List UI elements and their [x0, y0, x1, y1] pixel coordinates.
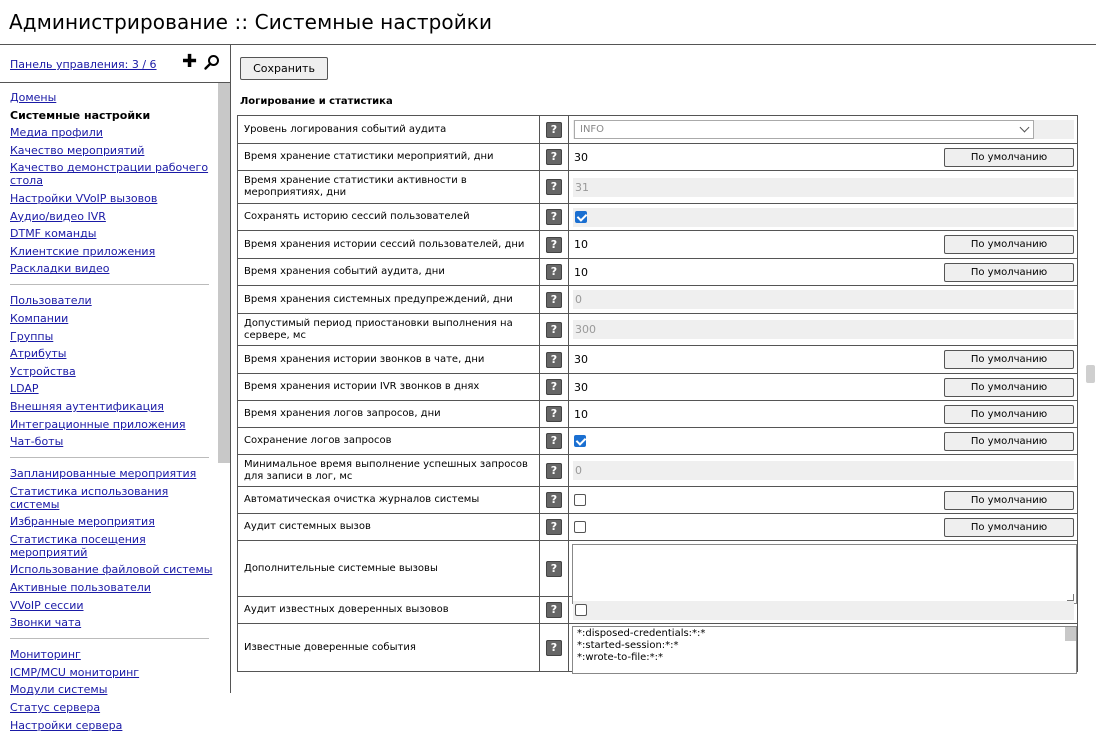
- sidebar-item[interactable]: Медиа профили: [10, 126, 103, 140]
- setting-input[interactable]: [573, 320, 1074, 339]
- help-cell: [540, 314, 569, 345]
- help-cell: [540, 286, 569, 313]
- log-level-select[interactable]: [574, 120, 1034, 139]
- setting-label: Дополнительные системные вызовы: [238, 541, 540, 596]
- sidebar-item[interactable]: Раскладки видео: [10, 262, 110, 276]
- setting-input-value: 31: [575, 180, 589, 194]
- setting-value-cell: [569, 541, 1077, 596]
- help-icon[interactable]: ?: [546, 209, 562, 225]
- sidebar-separator: [10, 284, 209, 285]
- setting-value-cell: [569, 597, 1077, 623]
- help-icon[interactable]: ?: [546, 492, 562, 508]
- sidebar-item[interactable]: DTMF команды: [10, 227, 97, 241]
- setting-row: [238, 314, 1077, 346]
- setting-row: [238, 374, 1077, 401]
- setting-row: [238, 487, 1077, 514]
- sidebar-item[interactable]: Интеграционные приложения: [10, 417, 186, 431]
- help-cell: [540, 597, 569, 623]
- help-cell: [540, 144, 569, 170]
- sidebar-item[interactable]: Модули системы: [10, 683, 108, 697]
- setting-row: [238, 624, 1077, 672]
- setting-row: [238, 514, 1077, 541]
- setting-checkbox-wrapper: [573, 601, 1074, 620]
- setting-row: [238, 204, 1077, 231]
- sidebar-item[interactable]: Статистика использования системы: [10, 484, 169, 511]
- default-button[interactable]: По умолчанию: [944, 148, 1074, 167]
- setting-input-value: 10: [574, 238, 588, 251]
- setting-checkbox[interactable]: [574, 435, 586, 447]
- help-icon[interactable]: ?: [546, 561, 562, 577]
- sidebar-item[interactable]: Качество демонстрации рабочего стола: [10, 161, 209, 188]
- setting-value-cell: [569, 428, 1077, 454]
- setting-value-cell: [569, 624, 1077, 671]
- default-button[interactable]: По умолчанию: [944, 350, 1074, 369]
- save-button[interactable]: Сохранить: [240, 57, 328, 80]
- setting-checkbox[interactable]: [574, 494, 586, 506]
- sidebar-item[interactable]: Статистика посещения мероприятий: [10, 532, 146, 559]
- help-icon[interactable]: ?: [546, 463, 562, 479]
- sidebar-nav: [10, 91, 213, 736]
- default-button[interactable]: По умолчанию: [944, 405, 1074, 424]
- setting-label: Время хранения истории IVR звонков в днях: [238, 374, 540, 400]
- section-title: Логирование и статистика: [240, 96, 393, 107]
- help-icon[interactable]: ?: [546, 379, 562, 395]
- sidebar-item[interactable]: Клиентские приложения: [10, 244, 156, 258]
- help-icon[interactable]: ?: [546, 519, 562, 535]
- sidebar-divider: [0, 82, 231, 83]
- help-icon[interactable]: ?: [546, 292, 562, 308]
- setting-label: Известные доверенные события: [238, 624, 540, 671]
- sidebar-item[interactable]: Запланированные мероприятия: [10, 467, 197, 481]
- setting-input-value: 30: [574, 380, 588, 394]
- trusted-events-list[interactable]: [572, 626, 1077, 674]
- sidebar-item[interactable]: Атрибуты: [10, 347, 67, 361]
- help-icon[interactable]: ?: [546, 640, 562, 656]
- setting-value-cell: [569, 346, 1077, 373]
- plus-icon[interactable]: ✚: [182, 51, 198, 72]
- setting-input-value: 300: [575, 323, 596, 336]
- help-icon[interactable]: ?: [546, 179, 562, 195]
- setting-value-cell: [569, 314, 1077, 345]
- sidebar-item[interactable]: VVoIP сессии: [10, 598, 84, 612]
- list-item[interactable]: *:started-session:*:*: [577, 640, 679, 651]
- setting-input[interactable]: [573, 290, 1074, 309]
- help-icon[interactable]: ?: [546, 322, 562, 338]
- help-icon[interactable]: ?: [546, 237, 562, 253]
- setting-label: Время хранение статистики активности в мероприятиях, дни: [238, 171, 540, 203]
- help-cell: [540, 541, 569, 596]
- setting-label: Сохранение логов запросов: [238, 428, 540, 454]
- default-button[interactable]: По умолчанию: [944, 378, 1074, 397]
- setting-checkbox-wrapper: [573, 208, 1074, 227]
- sidebar-item[interactable]: Мониторинг: [10, 648, 81, 662]
- default-button[interactable]: По умолчанию: [944, 518, 1074, 537]
- sidebar-separator: [10, 638, 209, 639]
- default-button[interactable]: По умолчанию: [944, 263, 1074, 282]
- list-scrollbar[interactable]: [1065, 627, 1076, 641]
- setting-row: [238, 144, 1077, 171]
- setting-checkbox[interactable]: [575, 604, 587, 616]
- help-icon[interactable]: ?: [546, 264, 562, 280]
- help-icon[interactable]: ?: [546, 149, 562, 165]
- select-value: INFO: [580, 124, 605, 135]
- setting-label: Сохранять историю сессий пользователей: [238, 204, 540, 230]
- sidebar-item[interactable]: Чат-боты: [10, 435, 64, 449]
- setting-row: [238, 346, 1077, 374]
- setting-row: [238, 171, 1077, 204]
- setting-label: Время хранения логов запросов, дни: [238, 401, 540, 427]
- setting-label: Время хранение статистики мероприятий, дни: [238, 144, 540, 170]
- setting-value-cell: [569, 204, 1077, 230]
- page-scrollbar-thumb[interactable]: [1086, 365, 1095, 383]
- sidebar-item[interactable]: Настройки сервера: [10, 718, 123, 732]
- sidebar-item[interactable]: Компании: [10, 311, 69, 325]
- setting-value-cell: [569, 514, 1077, 540]
- sidebar-item[interactable]: Качество мероприятий: [10, 143, 145, 157]
- setting-label: Минимальное время выполнение успешных запросов для записи в лог, мс: [238, 455, 540, 486]
- setting-row: [238, 231, 1077, 259]
- setting-input-value: 10: [574, 407, 588, 421]
- setting-row: [238, 401, 1077, 428]
- sidebar-item[interactable]: Активные пользователи: [10, 581, 151, 595]
- help-icon[interactable]: ?: [546, 352, 562, 368]
- setting-input-value: 30: [574, 353, 588, 366]
- setting-label: Время хранения системных предупреждений, дни: [238, 286, 540, 313]
- setting-value-cell: [569, 231, 1077, 258]
- setting-row: [238, 428, 1077, 455]
- setting-value-cell: [569, 374, 1077, 400]
- sidebar-item[interactable]: Настройки VVoIP вызовов: [10, 191, 158, 205]
- help-cell: [540, 116, 569, 143]
- setting-value-cell: [569, 171, 1077, 203]
- sidebar-separator: [10, 457, 209, 458]
- help-cell: [540, 428, 569, 454]
- setting-value-cell: [569, 401, 1077, 427]
- setting-value-cell: [569, 116, 1077, 143]
- sidebar-scrollbar[interactable]: [218, 83, 230, 463]
- help-cell: [540, 231, 569, 258]
- setting-row: [238, 541, 1077, 597]
- sidebar-item[interactable]: Аудио/видео IVR: [10, 209, 106, 223]
- help-cell: [540, 401, 569, 427]
- help-cell: [540, 171, 569, 203]
- setting-checkbox[interactable]: [574, 521, 586, 533]
- sidebar-item[interactable]: Статус сервера: [10, 701, 101, 715]
- setting-value-cell: [569, 259, 1077, 285]
- sidebar-item[interactable]: Домены: [10, 91, 57, 104]
- help-icon[interactable]: ?: [546, 602, 562, 618]
- setting-input-value: 0: [575, 464, 582, 477]
- sidebar-item[interactable]: Использование файловой системы: [10, 563, 213, 577]
- sidebar-item[interactable]: ICMP/MCU мониторинг: [10, 665, 140, 679]
- search-icon[interactable]: [204, 54, 220, 70]
- settings-table: [237, 115, 1078, 672]
- setting-row: [238, 286, 1077, 314]
- page-title: Администрирование :: Системные настройки: [9, 10, 493, 34]
- setting-row: [238, 116, 1077, 144]
- help-cell: [540, 346, 569, 373]
- setting-select-wrapper: [573, 120, 1074, 139]
- help-cell: [540, 455, 569, 486]
- setting-label: Время хранения истории звонков в чате, дни: [238, 346, 540, 373]
- setting-label: Автоматическая очистка журналов системы: [238, 487, 540, 513]
- setting-value-cell: [569, 455, 1077, 486]
- help-cell: [540, 624, 569, 671]
- help-icon[interactable]: ?: [546, 433, 562, 449]
- setting-row: [238, 597, 1077, 624]
- help-icon[interactable]: ?: [546, 406, 562, 422]
- sidebar-item[interactable]: Системные настройки: [10, 108, 151, 122]
- setting-row: [238, 259, 1077, 286]
- sidebar-item[interactable]: Пользователи: [10, 294, 92, 308]
- setting-value-cell: [569, 144, 1077, 170]
- setting-label: Аудит системных вызов: [238, 514, 540, 540]
- sidebar: [0, 45, 231, 732]
- setting-row: [238, 455, 1077, 487]
- setting-label: Время хранения событий аудита, дни: [238, 259, 540, 285]
- setting-label: Уровень логирования событий аудита: [238, 116, 540, 143]
- sidebar-item[interactable]: Группы: [10, 329, 54, 343]
- default-button[interactable]: По умолчанию: [944, 432, 1074, 451]
- chevron-down-icon: [1020, 123, 1030, 133]
- setting-textarea[interactable]: [572, 544, 1077, 604]
- help-cell: [540, 204, 569, 230]
- sidebar-item[interactable]: Звонки чата: [10, 616, 82, 630]
- help-cell: [540, 514, 569, 540]
- sidebar-item[interactable]: Устройства: [10, 364, 76, 378]
- setting-input[interactable]: [573, 178, 1074, 197]
- help-cell: [540, 259, 569, 285]
- default-button[interactable]: По умолчанию: [944, 491, 1074, 510]
- default-button[interactable]: По умолчанию: [944, 235, 1074, 254]
- setting-label: Время хранения истории сессий пользователей, дни: [238, 231, 540, 258]
- setting-label: Аудит известных доверенных вызовов: [238, 597, 540, 623]
- setting-value-cell: [569, 286, 1077, 313]
- panel-link[interactable]: Панель управления: 3 / 6: [10, 58, 157, 71]
- setting-checkbox[interactable]: [575, 211, 587, 223]
- help-cell: [540, 374, 569, 400]
- help-cell: [540, 487, 569, 513]
- sidebar-item[interactable]: LDAP: [10, 382, 39, 396]
- help-icon[interactable]: ?: [546, 122, 562, 138]
- setting-input-value: 10: [574, 265, 588, 279]
- setting-input[interactable]: [573, 461, 1074, 480]
- setting-input-value: 0: [575, 293, 582, 306]
- sidebar-item[interactable]: Внешняя аутентификация: [10, 399, 164, 413]
- sidebar-item[interactable]: Избранные мероприятия: [10, 515, 155, 529]
- setting-input-value: 30: [574, 150, 588, 164]
- list-item[interactable]: *:disposed-credentials:*:*: [577, 628, 706, 639]
- setting-label: Допустимый период приостановки выполнения на сервере, мс: [238, 314, 540, 345]
- list-item[interactable]: *:wrote-to-file:*:*: [577, 652, 664, 663]
- setting-value-cell: [569, 487, 1077, 513]
